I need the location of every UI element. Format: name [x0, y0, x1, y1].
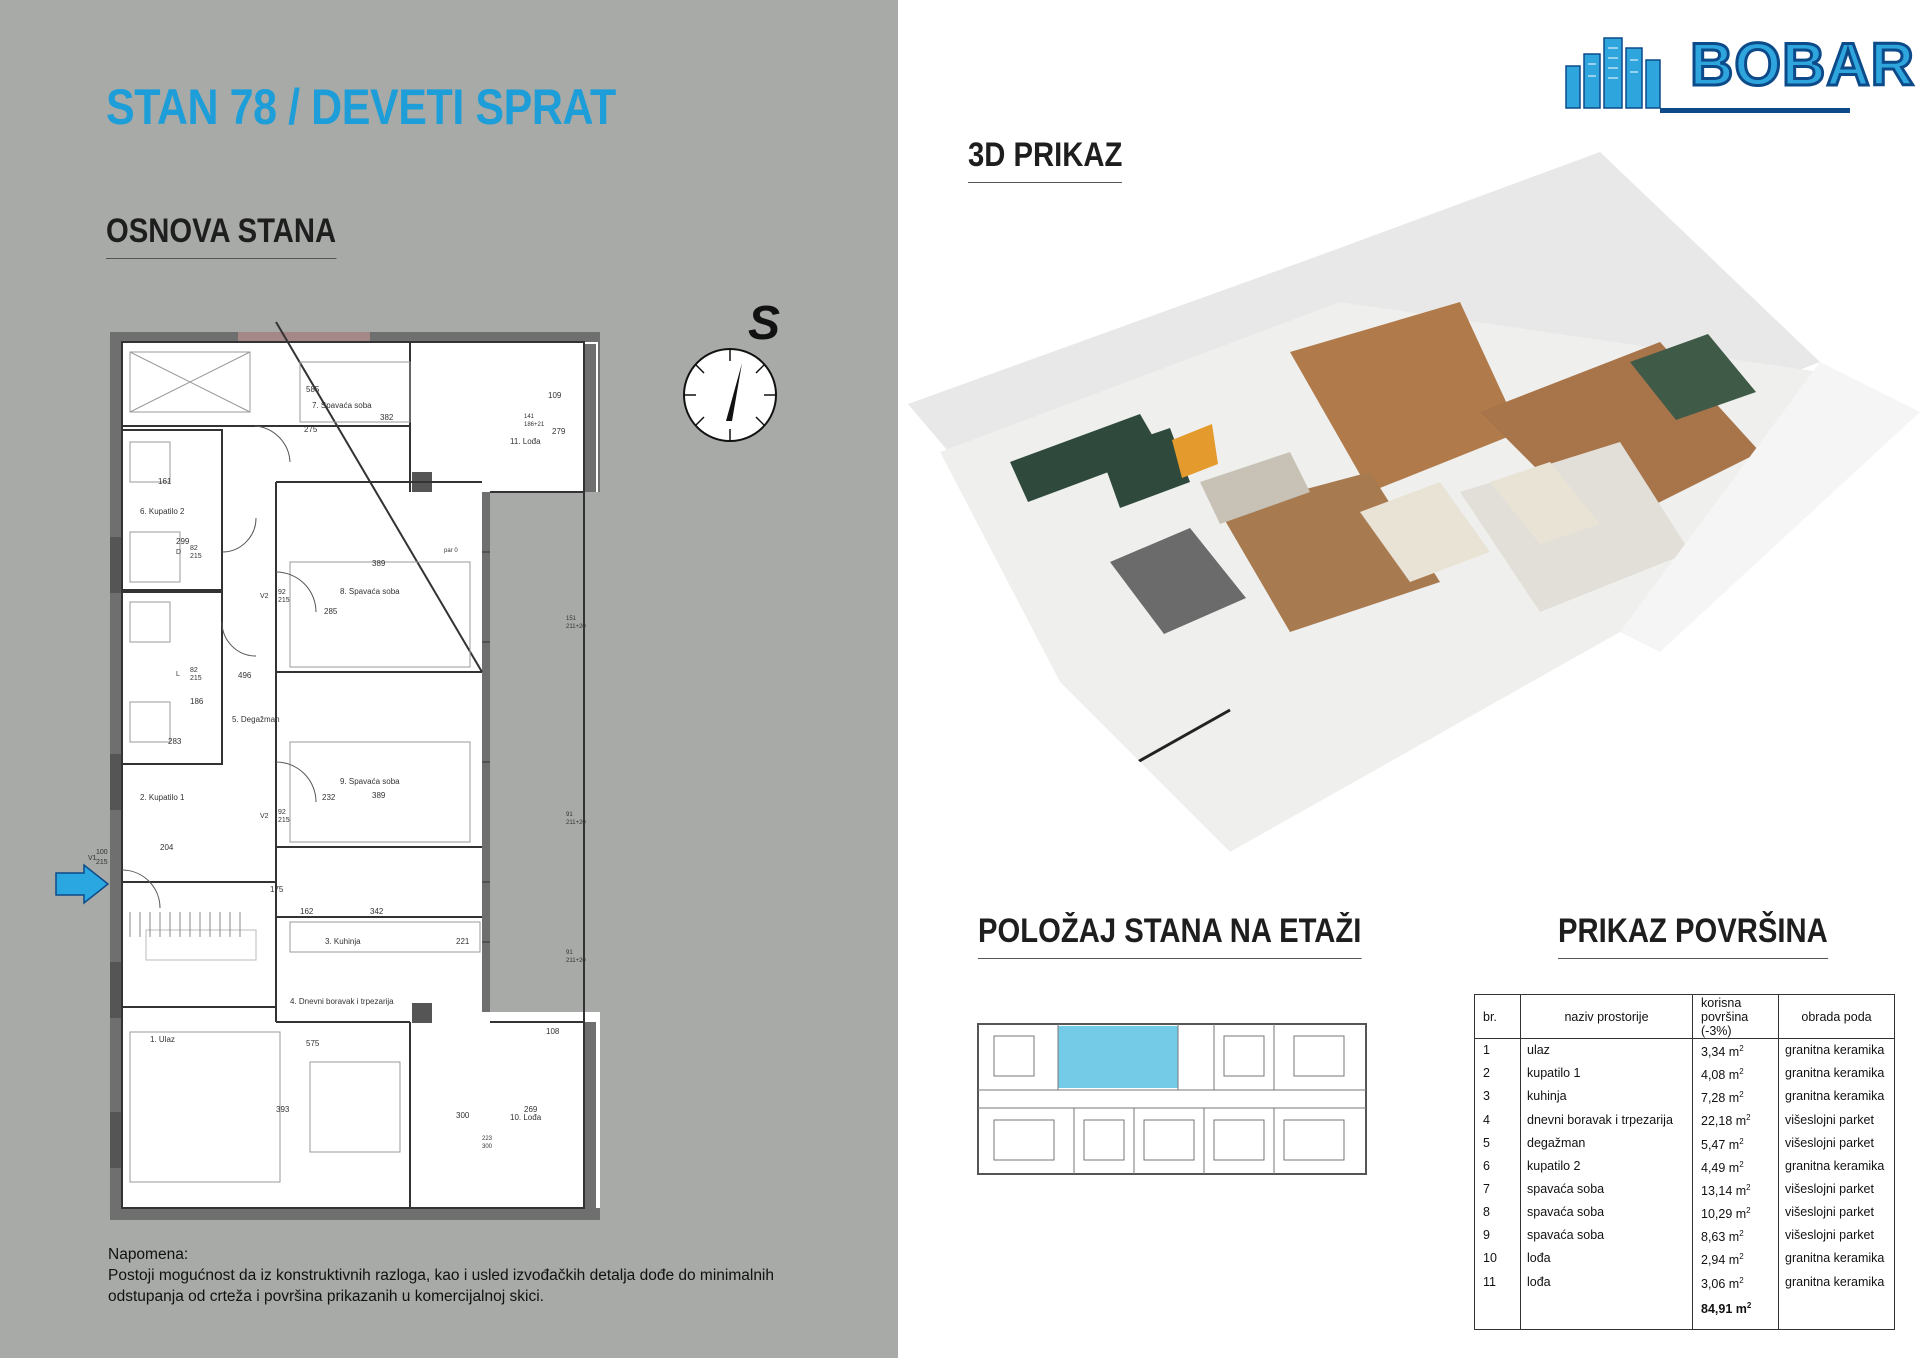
unit-exponent: 2	[1739, 1159, 1744, 1169]
table-cell	[1521, 1085, 1693, 1108]
table-cell	[1779, 1132, 1895, 1155]
apartment-highlight	[1058, 1026, 1178, 1088]
unit-exponent: 2	[1739, 1044, 1744, 1053]
table-header: naziv prostorije	[1521, 995, 1693, 1039]
cell-value: 4	[1483, 1112, 1490, 1127]
table-cell	[1521, 1224, 1693, 1247]
cell-value: 22,18 m	[1701, 1114, 1747, 1129]
cell-value: granitna keramika	[1785, 1043, 1885, 1058]
table-cell	[1475, 1132, 1521, 1155]
unit-exponent: 2	[1739, 1252, 1744, 1262]
compass-letter: S	[748, 297, 781, 350]
table-cell	[1693, 1155, 1779, 1178]
dimension-label: 283	[168, 737, 182, 746]
table-cell	[1521, 1108, 1693, 1131]
table-header: obrada poda	[1779, 995, 1895, 1039]
door-width: 100	[96, 849, 108, 856]
door-height: 215	[96, 859, 108, 866]
table-cell	[1779, 1294, 1895, 1330]
room-label-4: 4. Dnevni boravak i trpezarija	[290, 997, 394, 1006]
table-cell	[1779, 1247, 1895, 1270]
table-row	[1475, 1039, 1895, 1063]
dimension-label: 279	[552, 427, 566, 436]
cell-value: granitna keramika	[1785, 1158, 1885, 1173]
cell-value: ulaz	[1527, 1043, 1550, 1058]
table-cell	[1475, 1271, 1521, 1294]
compass-icon	[680, 345, 780, 445]
table-cell	[1779, 1062, 1895, 1085]
cell-value: kuhinja	[1527, 1089, 1567, 1104]
door-mark: V1	[88, 855, 97, 862]
table-cell	[1693, 1178, 1779, 1201]
table-cell	[1779, 1108, 1895, 1131]
table-cell	[1475, 1201, 1521, 1224]
table-cell	[1475, 1155, 1521, 1178]
table-cell	[1693, 1294, 1779, 1330]
note-label: Napomena:	[108, 1246, 189, 1263]
door-height: 215	[278, 817, 290, 824]
render-3d-image	[900, 152, 1920, 892]
dimension-label: 204	[160, 843, 174, 852]
table-row	[1475, 1201, 1895, 1224]
window-label: 300	[482, 1144, 493, 1150]
dimension-label: 186	[190, 697, 204, 706]
table-cell	[1475, 1224, 1521, 1247]
room-label-11: 11. Lođa	[510, 437, 541, 446]
table-total-row	[1475, 1294, 1895, 1330]
cell-value: višeslojni parket	[1785, 1228, 1874, 1243]
door-mark: V2	[260, 813, 269, 820]
cell-value: 3,34 m	[1701, 1045, 1740, 1060]
page-title: STAN 78 / DEVETI SPRAT	[106, 79, 616, 135]
table-cell	[1693, 1085, 1779, 1108]
cell-value: 5,47 m	[1701, 1137, 1740, 1152]
table-cell	[1779, 1178, 1895, 1201]
area-table	[1474, 994, 1895, 1330]
table-row	[1475, 1132, 1895, 1155]
dimension-label: 275	[304, 425, 318, 434]
table-cell	[1521, 1247, 1693, 1270]
table-row	[1475, 1155, 1895, 1178]
cell-value: 11	[1483, 1274, 1496, 1289]
dimension-label: 109	[548, 391, 562, 400]
table-row	[1475, 1178, 1895, 1201]
dimension-label: 108	[546, 1027, 560, 1036]
window-label: par 0	[444, 548, 458, 554]
door-height: 215	[190, 553, 202, 560]
cell-value: 6	[1483, 1158, 1490, 1173]
table-cell	[1779, 1201, 1895, 1224]
dimension-label: 300	[456, 1111, 470, 1120]
table-cell	[1693, 1247, 1779, 1270]
cell-value: višeslojni parket	[1785, 1205, 1874, 1220]
dimension-label: 496	[238, 671, 252, 680]
room-label-1: 1. Ulaz	[150, 1035, 175, 1044]
table-row	[1475, 1247, 1895, 1270]
unit-exponent: 2	[1746, 1113, 1751, 1123]
cell-value: 7,28 m	[1701, 1091, 1740, 1106]
room-label-7: 7. Spavaća soba	[312, 401, 372, 410]
window-label: 151	[566, 616, 577, 622]
note	[108, 1244, 774, 1307]
dimension-label: 389	[372, 791, 386, 800]
table-cell	[1779, 1085, 1895, 1108]
door-height: 215	[190, 675, 202, 682]
cell-value: spavaća soba	[1527, 1228, 1605, 1243]
window-label: 91	[566, 812, 573, 818]
brand-name: BOBAR	[1690, 31, 1915, 98]
dimension-label: 389	[372, 559, 386, 568]
cell-value: 3,06 m	[1701, 1276, 1740, 1291]
table-cell	[1521, 1062, 1693, 1085]
cell-value: 10	[1483, 1251, 1497, 1266]
cell-value: kupatilo 2	[1527, 1158, 1581, 1173]
cell-value: 4,49 m	[1701, 1160, 1740, 1175]
door-mark: V2	[260, 593, 269, 600]
table-cell	[1521, 1201, 1693, 1224]
unit-exponent: 2	[1739, 1067, 1744, 1077]
cell-value: lođa	[1527, 1251, 1551, 1266]
dimension-label: 299	[176, 537, 190, 546]
cell-value: 7	[1483, 1182, 1490, 1197]
unit-exponent: 2	[1739, 1136, 1744, 1146]
door-width: 92	[278, 589, 286, 596]
table-cell	[1521, 1132, 1693, 1155]
table-cell	[1693, 1201, 1779, 1224]
dimension-label: 175	[270, 885, 284, 894]
table-row	[1475, 1271, 1895, 1294]
table-cell	[1521, 1039, 1693, 1063]
dimension-label: 575	[306, 1039, 320, 1048]
dimension-label: 232	[322, 793, 336, 802]
entry-arrow-icon	[52, 863, 112, 905]
unit-exponent: 2	[1746, 1182, 1751, 1192]
dimension-label: 585	[306, 385, 320, 394]
unit-exponent: 2	[1746, 1300, 1752, 1310]
window-label: 211+20	[566, 958, 586, 964]
dimension-label: 393	[276, 1105, 290, 1114]
dimension-label: 382	[380, 413, 394, 422]
table-cell	[1521, 1271, 1693, 1294]
cell-value: dnevni boravak i trpezarija	[1527, 1112, 1673, 1127]
table-cell	[1475, 1085, 1521, 1108]
table-cell	[1779, 1039, 1895, 1063]
window-label: 141	[524, 414, 535, 420]
table-cell	[1693, 1271, 1779, 1294]
door-mark: L	[176, 671, 180, 678]
table-cell	[1779, 1224, 1895, 1247]
table-row	[1475, 1085, 1895, 1108]
table-header: br.	[1475, 995, 1521, 1039]
cell-value: 8	[1483, 1205, 1490, 1220]
door-mark: D	[176, 549, 182, 556]
note-line: odstupanja od crteža i površina prikazanih u komercijalnoj skici.	[108, 1288, 544, 1305]
door-width: 92	[278, 809, 286, 816]
table-cell	[1475, 1062, 1521, 1085]
cell-value: degažman	[1527, 1135, 1586, 1150]
total-area: 84,91 m	[1701, 1301, 1747, 1316]
render-heading: 3D PRIKAZ	[968, 136, 1123, 174]
table-cell	[1779, 1155, 1895, 1178]
table-cell	[1475, 1108, 1521, 1131]
floor-plan	[88, 322, 600, 1220]
table-row	[1475, 1224, 1895, 1247]
cell-value: 10,29 m	[1701, 1207, 1747, 1222]
dimension-label: 221	[456, 937, 470, 946]
cell-value: 8,63 m	[1701, 1230, 1740, 1245]
table-cell	[1475, 1039, 1521, 1063]
position-heading: POLOŽAJ STANA NA ETAŽI	[978, 912, 1362, 950]
cell-value: granitna keramika	[1785, 1066, 1885, 1081]
area-header-line1: korisna	[1701, 995, 1742, 1010]
room-label-6: 6. Kupatilo 2	[140, 507, 185, 516]
table-cell	[1475, 1294, 1521, 1330]
table-cell	[1475, 1178, 1521, 1201]
cell-value: granitna keramika	[1785, 1089, 1885, 1104]
cell-value: 5	[1483, 1135, 1490, 1150]
table-cell	[1693, 1224, 1779, 1247]
cell-value: višeslojni parket	[1785, 1182, 1874, 1197]
floor-position-plan	[974, 1016, 1374, 1176]
window-label: 211+20	[566, 820, 586, 826]
note-line: Postoji mogućnost da iz konstruktivnih razloga, kao i usled izvođačkih detalja dođe do minimalnih	[108, 1267, 775, 1284]
cell-value: spavaća soba	[1527, 1182, 1605, 1197]
window-label: 211+20	[566, 624, 586, 630]
door-width: 82	[190, 545, 198, 552]
area-header-line2: površina (-3%)	[1701, 1009, 1749, 1038]
cell-value: višeslojni parket	[1785, 1135, 1874, 1150]
table-header	[1693, 995, 1779, 1039]
areas-heading: PRIKAZ POVRŠINA	[1558, 912, 1828, 950]
room-label-10: 10. Lođa	[510, 1113, 542, 1122]
dimension-label: 161	[158, 477, 172, 486]
window-label: 91	[566, 950, 573, 956]
cell-value: kupatilo 1	[1527, 1066, 1581, 1081]
window-label: 186+21	[524, 422, 545, 428]
cell-value: 4,08 m	[1701, 1068, 1740, 1083]
unit-exponent: 2	[1739, 1090, 1744, 1100]
unit-exponent: 2	[1739, 1275, 1744, 1285]
cell-value: lođa	[1527, 1274, 1551, 1289]
cell-value: 3	[1483, 1089, 1490, 1104]
table-cell	[1693, 1108, 1779, 1131]
table-cell	[1693, 1062, 1779, 1085]
table-cell	[1693, 1039, 1779, 1063]
cell-value: 9	[1483, 1228, 1490, 1243]
room-label-2: 2. Kupatilo 1	[140, 793, 185, 802]
cell-value: višeslojni parket	[1785, 1112, 1874, 1127]
plan-heading: OSNOVA STANA	[106, 212, 337, 250]
cell-value: granitna keramika	[1785, 1274, 1885, 1289]
room-label-5: 5. Degažman	[232, 715, 280, 724]
cell-value: 13,14 m	[1701, 1184, 1747, 1199]
room-label-3: 3. Kuhinja	[325, 937, 361, 946]
dimension-label: 162	[300, 907, 314, 916]
table-cell	[1475, 1247, 1521, 1270]
door-width: 82	[190, 667, 198, 674]
unit-exponent: 2	[1739, 1229, 1744, 1239]
cell-value: 1	[1483, 1043, 1490, 1058]
table-cell	[1521, 1294, 1693, 1330]
table-cell	[1693, 1132, 1779, 1155]
table-cell	[1521, 1178, 1693, 1201]
room-label-8: 8. Spavaća soba	[340, 587, 400, 596]
table-cell	[1521, 1155, 1693, 1178]
cell-value: 2,94 m	[1701, 1253, 1740, 1268]
table-row	[1475, 1108, 1895, 1131]
table-cell	[1779, 1271, 1895, 1294]
dimension-label: 285	[324, 607, 338, 616]
room-label-9: 9. Spavaća soba	[340, 777, 400, 786]
dimension-label: 342	[370, 907, 384, 916]
unit-exponent: 2	[1746, 1206, 1751, 1216]
cell-value: 2	[1483, 1066, 1490, 1081]
cell-value: spavaća soba	[1527, 1205, 1605, 1220]
window-label: 223	[482, 1136, 493, 1142]
door-height: 215	[278, 597, 290, 604]
cell-value: granitna keramika	[1785, 1251, 1885, 1266]
table-row	[1475, 1062, 1895, 1085]
dimension-label: 269	[524, 1105, 538, 1114]
